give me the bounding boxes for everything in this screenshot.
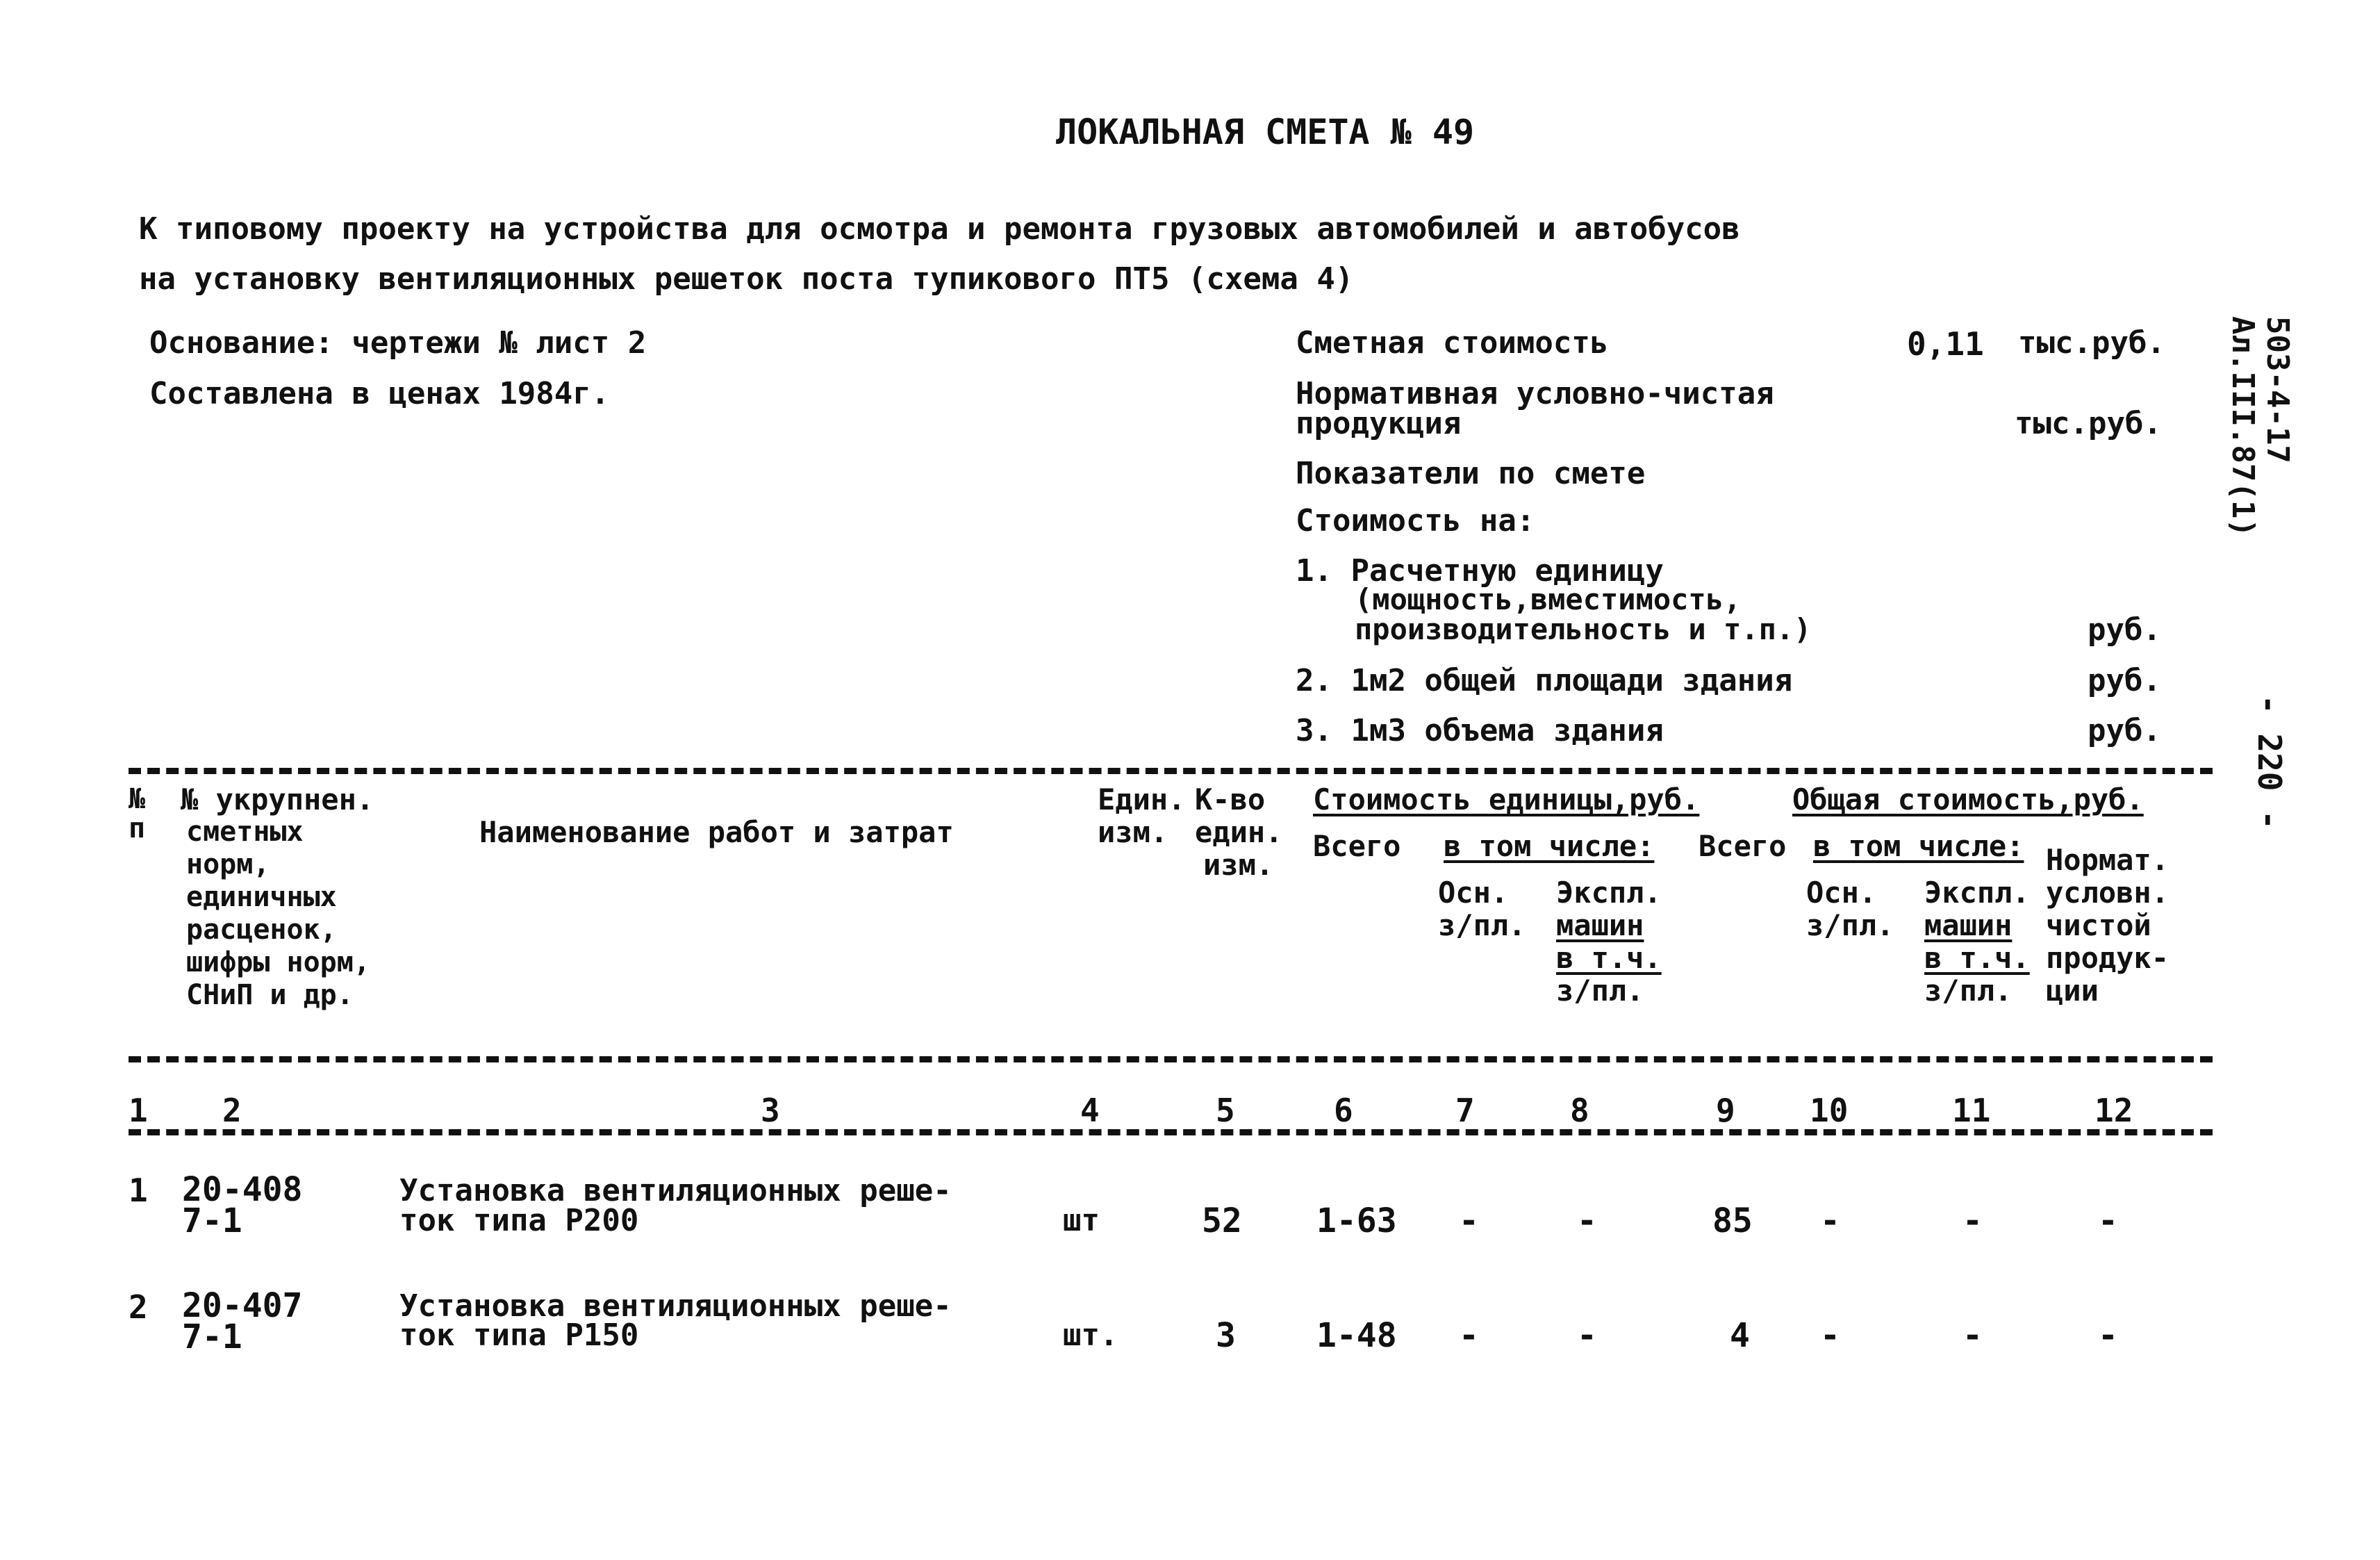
row-c8: - xyxy=(1577,1201,1597,1240)
hdr-norm-4: продук- xyxy=(2046,941,2170,975)
hdr-vsego-2: Всего xyxy=(1699,829,1787,863)
col-num-4: 4 xyxy=(1080,1092,1100,1129)
col-num-1: 1 xyxy=(129,1092,148,1129)
hdr-osn-1: Осн. xyxy=(1438,876,1509,910)
side-code-2: Ал.III.87(1) xyxy=(2225,316,2261,537)
row-code-1: 20-407 xyxy=(182,1286,303,1325)
item1-unit: руб. xyxy=(2088,612,2161,648)
hdr-norm-2: условн. xyxy=(2046,876,2170,910)
col-num-11: 11 xyxy=(1952,1092,1991,1129)
col-num-6: 6 xyxy=(1334,1092,1353,1129)
row-name-1: Установка вентиляционных реше- xyxy=(399,1173,952,1208)
hdr-qty-2: един. xyxy=(1195,815,1283,849)
row-name-1: Установка вентиляционных реше- xyxy=(399,1288,952,1324)
row-c8: - xyxy=(1577,1316,1597,1355)
hdr-unit-cost: Стоимость единицы,руб. xyxy=(1313,782,1700,816)
row-unit: шт. xyxy=(1063,1317,1118,1353)
hdr-osn2-2: з/пл. xyxy=(1806,908,1894,942)
row-c12: - xyxy=(2098,1201,2118,1240)
row-c9: 4 xyxy=(1730,1316,1750,1355)
col-num-2: 2 xyxy=(222,1092,242,1129)
row-code-2: 7-1 xyxy=(182,1317,242,1356)
col-num-9: 9 xyxy=(1716,1092,1735,1129)
row-number: 1 xyxy=(129,1172,148,1209)
hdr-total-cost: Общая стоимость,руб. xyxy=(1792,782,2144,816)
hdr-qty-3: изм. xyxy=(1203,848,1274,882)
col-num-10: 10 xyxy=(1810,1092,1849,1129)
hdr-num-1: № xyxy=(129,783,146,815)
header-bottom-rule xyxy=(129,1056,2213,1062)
subtitle-line-2: на установку вентиляционных решеток поста тупикового ПТ5 (схема 4) xyxy=(139,261,1354,297)
row-c10: - xyxy=(1820,1316,1840,1355)
cost-per-label: Стоимость на: xyxy=(1296,503,1535,539)
row-name-2: ток типа Р200 xyxy=(399,1203,639,1238)
norm-unit: тыс.руб. xyxy=(2015,406,2162,441)
hdr-ekspl-3: в т.ч. xyxy=(1556,941,1662,975)
prices-text: Составлена в ценах 1984г. xyxy=(149,376,610,411)
table-top-rule xyxy=(129,768,2213,774)
hdr-vsego: Всего xyxy=(1313,829,1401,863)
hdr-work-name: Наименование работ и затрат xyxy=(479,815,954,849)
hdr-code-5: расценок, xyxy=(186,914,337,946)
row-number: 2 xyxy=(129,1288,148,1326)
item1-line-2: (мощность,вместимость, xyxy=(1355,582,1742,616)
hdr-code-7: СНиП и др. xyxy=(186,979,354,1011)
row-price: 1-63 xyxy=(1316,1201,1397,1240)
row-qty: 52 xyxy=(1202,1201,1242,1240)
col-num-12: 12 xyxy=(2094,1092,2133,1129)
hdr-code-1: № укрупнен. xyxy=(181,782,374,816)
hdr-num-2: п xyxy=(129,812,146,844)
norm-label-1: Нормативная условно-чистая xyxy=(1296,376,1774,411)
row-c12: - xyxy=(2098,1316,2118,1355)
row-price: 1-48 xyxy=(1316,1316,1397,1355)
row-c10: - xyxy=(1820,1201,1840,1240)
col-num-3: 3 xyxy=(761,1092,780,1129)
column-number-rule xyxy=(129,1129,2213,1135)
hdr-code-2: сметных xyxy=(186,816,304,848)
hdr-ekspl2-4: з/пл. xyxy=(1924,974,2013,1008)
hdr-ekspl2-3: в т.ч. xyxy=(1924,941,2030,975)
col-num-8: 8 xyxy=(1570,1092,1589,1129)
hdr-unit-2: изм. xyxy=(1098,815,1168,849)
hdr-ekspl2-1: Экспл. xyxy=(1924,876,2030,910)
col-num-5: 5 xyxy=(1216,1092,1235,1129)
cost-unit: тыс.руб. xyxy=(2018,325,2165,361)
row-code-1: 20-408 xyxy=(182,1170,303,1209)
item2-label: 2. 1м2 общей площади здания xyxy=(1296,663,1793,698)
side-page-number: - 220 - xyxy=(2251,695,2288,830)
hdr-code-4: единичных xyxy=(186,881,337,913)
side-code-1: 503-4-17 xyxy=(2260,316,2295,463)
row-c7: - xyxy=(1459,1316,1479,1355)
hdr-norm-3: чистой xyxy=(2046,908,2151,942)
basis-text: Основание: чертежи № лист 2 xyxy=(149,325,647,361)
hdr-norm-1: Нормат. xyxy=(2046,843,2170,877)
row-c11: - xyxy=(1962,1316,1983,1355)
hdr-code-6: шифры норм, xyxy=(186,946,370,978)
hdr-v-tom-2: в том числе: xyxy=(1813,829,2024,863)
row-code-2: 7-1 xyxy=(182,1201,242,1240)
hdr-v-tom-chisle: в том числе: xyxy=(1444,829,1655,863)
hdr-qty-1: К-во xyxy=(1195,782,1266,816)
item3-unit: руб. xyxy=(2088,713,2161,748)
hdr-code-3: норм, xyxy=(186,848,270,880)
hdr-osn2-1: Осн. xyxy=(1806,876,1877,910)
col-num-7: 7 xyxy=(1455,1092,1475,1129)
hdr-ekspl-4: з/пл. xyxy=(1556,974,1644,1008)
hdr-unit-1: Един. xyxy=(1098,782,1186,816)
hdr-ekspl2-2: машин xyxy=(1924,908,2013,942)
norm-label-2: продукция xyxy=(1296,406,1462,441)
item3-label: 3. 1м3 объема здания xyxy=(1296,713,1664,748)
document-title: ЛОКАЛЬНАЯ СМЕТА № 49 xyxy=(1056,112,1475,152)
item1-line-3: производительность и т.п.) xyxy=(1355,612,1812,646)
cost-label: Сметная стоимость xyxy=(1296,325,1609,361)
hdr-norm-5: ции xyxy=(2046,974,2099,1008)
row-name-2: ток типа Р150 xyxy=(399,1317,639,1353)
item1-line-1: 1. Расчетную единицу xyxy=(1296,553,1664,589)
hdr-osn-2: з/пл. xyxy=(1438,908,1526,942)
indicators-label: Показатели по смете xyxy=(1296,456,1646,491)
row-c7: - xyxy=(1459,1201,1479,1240)
row-c11: - xyxy=(1962,1201,1983,1240)
hdr-ekspl-2: машин xyxy=(1556,908,1644,942)
subtitle-line-1: К типовому проекту на устройства для осмотра и ремонта грузовых автомобилей и автобусов xyxy=(139,211,1740,247)
cost-value: 0,11 xyxy=(1907,325,1984,363)
row-c9: 85 xyxy=(1712,1201,1753,1240)
item2-unit: руб. xyxy=(2088,663,2161,698)
row-unit: шт xyxy=(1063,1203,1100,1238)
row-qty: 3 xyxy=(1216,1316,1236,1355)
hdr-ekspl-1: Экспл. xyxy=(1556,876,1662,910)
